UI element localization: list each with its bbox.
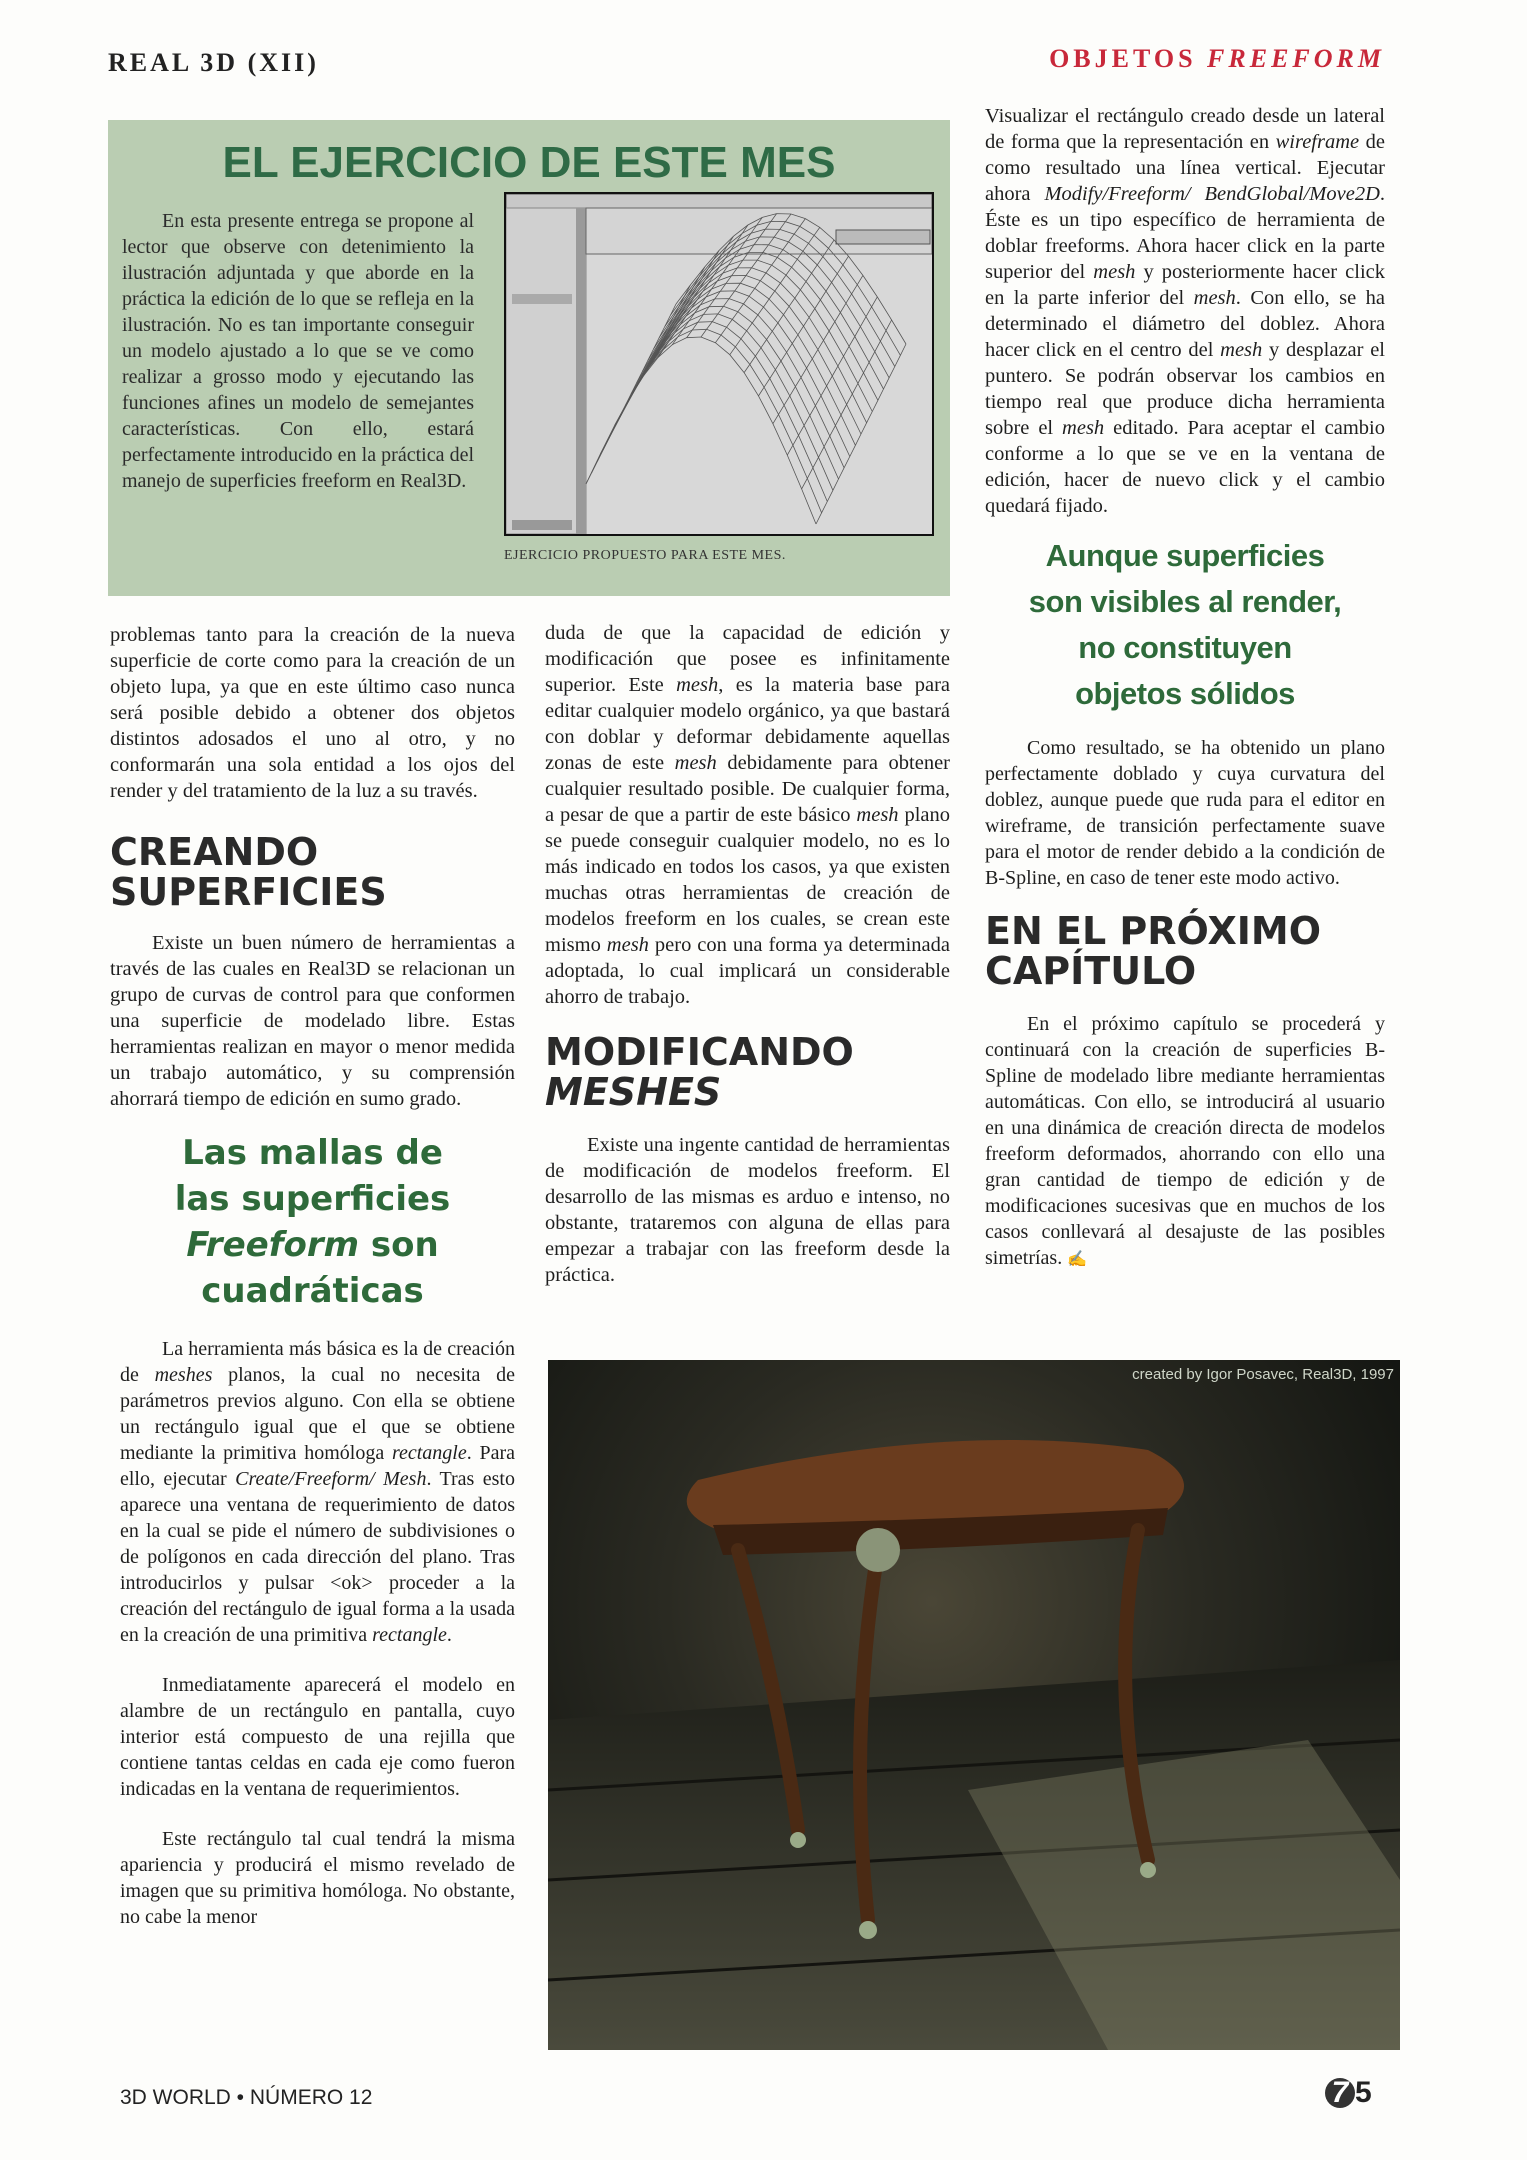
- text-run: Existe un buen número de herramientas a través de las cuales en Real3D se relacionan un grupo de curvas de control para que conformen una superficie de modelado libre. Estas herramientas realizan en mayor o menor medida un trabajo automático, y su comprensión ahorrará tiempo de edición en sumo grado.: [110, 932, 515, 1110]
- italic-term: rectangle: [372, 1624, 447, 1646]
- wireframe-screenshot: [504, 192, 934, 536]
- wireframe-mesh: [586, 214, 906, 524]
- mesh-line: [615, 267, 705, 425]
- pullquote-aunque: [985, 533, 1385, 717]
- text-run: y desplazar el puntero. Se podrán observar los cambios en tiempo real que produce dicha herramienta sobre el: [985, 339, 1385, 439]
- mesh-line: [631, 276, 861, 435]
- wireframe-screenshot-svg: [506, 194, 932, 534]
- heading-creando-superficies: [110, 832, 515, 912]
- exercise-box: [108, 120, 950, 596]
- heading-line: SUPERFICIES: [110, 870, 387, 914]
- text-run: . Éste es un tipo específico de herramienta de doblar freeforms. Ahora hacer click en la parte superior del: [985, 183, 1385, 283]
- col1-paragraph-1: [110, 622, 515, 804]
- pullquote-line: cuadráticas: [201, 1271, 424, 1311]
- heading-modificando-meshes: [545, 1032, 950, 1112]
- text-run: Como resultado, se ha obtenido un plano perfectamente doblado y cuya curvatura del doblez, aunque puede que ruda para el editor en wireframe, de transición perfectamente suave para el motor de render debido a la condición de B-Spline, en caso de tener este modo activo.: [985, 737, 1385, 889]
- mesh-line: [600, 285, 690, 454]
- column-1: [110, 622, 515, 1930]
- italic-term: mesh: [606, 934, 649, 956]
- page-number: [1325, 2076, 1372, 2110]
- pullquote-line: las superficies: [174, 1179, 451, 1219]
- pullquote-line: [110, 1222, 515, 1268]
- italic-term: mesh: [676, 674, 719, 696]
- column-2: [545, 620, 950, 1288]
- image-credit: created by Igor Posavec, Real3D, 1997: [1132, 1366, 1394, 1383]
- italic-term: mesh: [674, 752, 717, 774]
- rendered-table-image: [548, 1360, 1400, 2050]
- mesh-line: [625, 283, 855, 445]
- mesh-line: [586, 337, 816, 524]
- text-run: y posteriormente hacer click en la parte inferior del: [985, 261, 1385, 309]
- running-header-left: REAL 3D (XII): [108, 48, 319, 77]
- exercise-box-title: EL EJERCICIO DE ESTE MES: [222, 138, 836, 187]
- text-run: .: [446, 1624, 452, 1646]
- text-run: debidamente para obtener cualquier resultado posible. De cualquier forma, a pesar de que a partir de este básico: [545, 752, 950, 826]
- text-run: , es la materia base para editar cualquier modelo orgánico, ya que bastará con doblar y deformar debidamente aquellas zonas de este: [545, 674, 951, 774]
- italic-term: mesh: [1093, 261, 1136, 283]
- col1-paragraph-5: [110, 1826, 515, 1930]
- pullquote-line: no constituyen: [1078, 630, 1292, 665]
- col1-paragraph-3: [110, 1336, 515, 1648]
- text-run: Inmediatamente aparecerá el modelo en alambre de un rectángulo en pantalla, cuyo interior está compuesto de una rejilla que contiene tantas celdas en cada eje como fueron indicadas en la ventana de requerimientos.: [120, 1674, 515, 1800]
- text-run: . Para ello, ejecutar: [120, 1442, 515, 1490]
- text-run: duda de que la capacidad de edición y modificación que posee es infinitamente superior. Este: [545, 622, 950, 696]
- mesh-line: [603, 314, 833, 490]
- page-number-digit: 5: [1355, 2076, 1372, 2109]
- italic-term: Modify/Freeform/ BendGlobal/Move2D: [1044, 183, 1380, 205]
- exercise-box-text: En esta presente entrega se propone al lector que observe con detenimiento la ilustración adjuntada y que aborde en la práctica la edición de lo que se refleja en la ilustración. No es tan importante conseguir un modelo ajustado a lo que se ve como realizar a grosso modo y ejecutando las funciones afines un modelo de semejantes características. Con ello, estará perfectamente introducido en la práctica del manejo de superficies freeform en Real3D.: [122, 210, 474, 492]
- header-right-italic: FREEFORM: [1207, 44, 1385, 73]
- heading-line: CAPÍTULO: [985, 949, 1197, 993]
- italic-term: mesh: [1062, 417, 1105, 439]
- text-run: . Con ello, se ha determinado el diámetro del doblez. Ahora hacer click en el centro del: [985, 287, 1385, 361]
- mesh-line: [642, 260, 872, 411]
- italic-term: mesh: [856, 804, 899, 826]
- italic-term: meshes: [154, 1364, 213, 1386]
- mesh-line: [609, 306, 839, 479]
- text-run: Existe una ingente cantidad de herramientas de modificación de modelos freeform. El desarrollo de las mismas es arduo e intenso, no obstante, trataremos con alguna de ellas para empezar a trabajar con las freeform desde la práctica.: [545, 1134, 950, 1286]
- heading-line: EN EL PRÓXIMO: [985, 909, 1322, 953]
- text-run: En el próximo capítulo se procederá y continuará con la creación de superficies B-Spline de modelado libre mediante herramientas automáticas. Con ello, se introducirá al usuario en una dinámica de creación directa de modelos freeform deformados, ahorrando con ello una gran cantidad de tiempo de edición y de modificaciones sucesivas que en muchos de los casos conllevará al desajuste de las posibles simetrías.: [985, 1013, 1385, 1269]
- col1-paragraph-2: [110, 930, 515, 1112]
- pullquote-rest: son: [359, 1225, 439, 1265]
- italic-term: mesh: [1193, 287, 1236, 309]
- text-run: pero con una forma ya determinada adoptada, lo cual implicará un considerable ahorro de trabajo.: [545, 934, 950, 1008]
- text-run: La herramienta más básica es la de creación de: [120, 1338, 515, 1386]
- text-run: editado. Para aceptar el cambio conforme a lo que se ve en la ventana de edición, hacer de nuevo click y el cambio quedará fijado.: [985, 417, 1385, 517]
- pullquote-line: Aunque superficies: [1045, 538, 1325, 573]
- col3-paragraph-3-wrap: [985, 1011, 1385, 1273]
- pullquote-italic: Freeform: [186, 1225, 360, 1265]
- italic-term: Create/Freeform/ Mesh: [235, 1468, 427, 1490]
- italic-term: mesh: [1220, 339, 1263, 361]
- col2-paragraph-1: [545, 620, 950, 1010]
- col1-paragraph-4: [110, 1672, 515, 1802]
- footer-magazine: 3D WORLD • NÚMERO 12: [120, 2086, 373, 2109]
- heading-line: MESHES: [545, 1070, 722, 1114]
- pullquote-line: son visibles al render,: [1028, 584, 1342, 619]
- exercise-caption: EJERCICIO PROPUESTO PARA ESTE MES.: [504, 548, 786, 563]
- col3-paragraph-2: [985, 735, 1385, 891]
- heading-line: CREANDO: [110, 830, 319, 874]
- pullquote-line: Las mallas de: [182, 1133, 443, 1173]
- end-mark-icon: ✍: [1067, 1251, 1088, 1268]
- italic-term: rectangle: [391, 1442, 467, 1464]
- text-run: planos, la cual no necesita de parámetros previos alguno. Con ella se obtiene un rectángulo igual que el que se obtiene mediante la primitiva homóloga: [120, 1364, 515, 1464]
- col3-paragraph-1: [985, 103, 1385, 519]
- col3-paragraph-3: [985, 1013, 1385, 1269]
- heading-line: MODIFICANDO: [545, 1030, 854, 1074]
- text-run: de como resultado una línea vertical. Ejecutar ahora: [985, 131, 1385, 205]
- pullquote-mallas: [110, 1130, 515, 1314]
- column-3: [985, 103, 1385, 1273]
- col2-paragraph-2: [545, 1132, 950, 1288]
- text-run: Este rectángulo tal cual tendrá la misma apariencia y producirá el mismo revelado de imagen que su primitiva homóloga. No obstante, no cabe la menor: [120, 1828, 515, 1928]
- table-render-svg: [548, 1360, 1400, 2050]
- mesh-line: [592, 329, 822, 513]
- running-header-right: [1049, 44, 1385, 74]
- mesh-line: [629, 250, 719, 398]
- text-run: Visualizar el rectángulo creado desde un lateral de forma que la representación en: [985, 105, 1385, 153]
- text-run: . Tras esto aparece una ventana de requerimiento de datos en la cual se pide el número de subdivisiones o de polígonos en cada dirección del plano. Tras introducirlos y pulsar <ok> proceder a la creación del rectángulo de igual forma a la usada en la creación de una primitiva: [120, 1468, 515, 1646]
- mesh-line: [586, 304, 676, 484]
- heading-proximo-capitulo: [985, 911, 1385, 991]
- header-right-plain: OBJETOS: [1049, 44, 1208, 73]
- pullquote-line: objetos sólidos: [1075, 676, 1295, 711]
- text-run: plano se puede conseguir cualquier modelo, no es lo más indicado en todos los casos, ya que existen muchas otras herramientas de creación de modelos freeform en los cuales, se crean este mismo: [545, 804, 950, 956]
- italic-term: wireframe: [1275, 131, 1360, 153]
- text-run: problemas tanto para la creación de la nueva superficie de corte como para la creación de un objeto lupa, ya que en este último caso nunca será posible debido a obtener dos objetos distintos adosados el uno al otro, y no conformarán una sola entidad a los ojos del render y del tratamiento de la luz a su través.: [110, 624, 515, 802]
- mesh-line: [597, 322, 827, 502]
- page-number-digit-circled: 7: [1325, 2078, 1355, 2108]
